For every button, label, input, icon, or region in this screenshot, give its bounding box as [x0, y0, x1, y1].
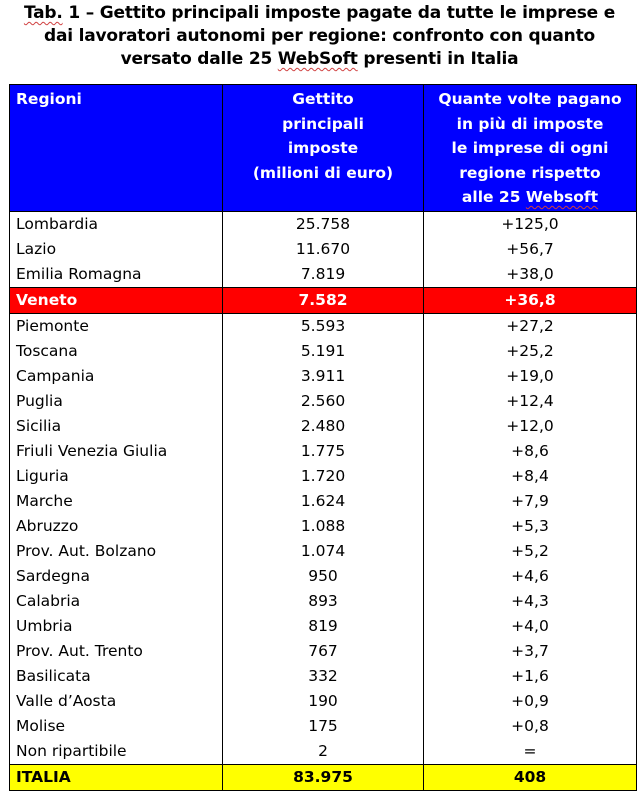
gettito-cell: 1.074 [223, 539, 424, 564]
volte-cell: +7,9 [424, 489, 637, 514]
gettito-cell: 1.624 [223, 489, 424, 514]
volte-cell: +5,3 [424, 514, 637, 539]
header-volte-line: in più di imposte [456, 114, 604, 133]
title-brand: WebSoft [277, 49, 358, 69]
table-row [10, 514, 637, 539]
title-line-1-text: 1 – Gettito principali imposte pagate da tutte le imprese e [62, 3, 616, 23]
region-cell: Abruzzo [10, 514, 223, 539]
volte-cell: +12,4 [424, 389, 637, 414]
region-cell: Prov. Aut. Trento [10, 639, 223, 664]
volte-cell: +27,2 [424, 314, 637, 340]
volte-cell: +12,0 [424, 414, 637, 439]
region-cell: Lombardia [10, 212, 223, 238]
table-row [10, 564, 637, 589]
volte-cell: +4,3 [424, 589, 637, 614]
volte-cell: +125,0 [424, 212, 637, 238]
table-row [10, 714, 637, 739]
volte-cell: +1,6 [424, 664, 637, 689]
table-row [10, 689, 637, 714]
region-cell: Sicilia [10, 414, 223, 439]
table-row [10, 237, 637, 262]
table-row [10, 288, 637, 314]
volte-cell: +56,7 [424, 237, 637, 262]
gettito-cell: 2.480 [223, 414, 424, 439]
gettito-cell: 175 [223, 714, 424, 739]
region-cell: Sardegna [10, 564, 223, 589]
volte-cell: +19,0 [424, 364, 637, 389]
region-cell: ITALIA [10, 765, 223, 791]
gettito-cell: 7.582 [223, 288, 424, 314]
total-row [10, 765, 637, 791]
region-cell: Valle d’Aosta [10, 689, 223, 714]
table-row [10, 589, 637, 614]
region-cell: Basilicata [10, 664, 223, 689]
table-row [10, 364, 637, 389]
header-volte-line [428, 185, 632, 210]
header-volte-brand: Websoft [525, 188, 599, 206]
volte-cell: +0,9 [424, 689, 637, 714]
region-cell: Piemonte [10, 314, 223, 340]
volte-cell: +8,4 [424, 464, 637, 489]
title-line-2: dai lavoratori autonomi per regione: confronto con quanto [44, 26, 595, 46]
header-quante-volte [424, 85, 637, 212]
header-volte-line: le imprese di ogni [451, 139, 609, 157]
table-body [10, 212, 637, 791]
table-title [0, 0, 639, 72]
region-cell: Non ripartibile [10, 739, 223, 765]
title-prefix: Tab. [23, 3, 63, 23]
table-row [10, 314, 637, 340]
gettito-cell: 2.560 [223, 389, 424, 414]
region-cell: Emilia Romagna [10, 262, 223, 288]
volte-cell: +3,7 [424, 639, 637, 664]
table-row [10, 262, 637, 288]
volte-cell: = [424, 739, 637, 765]
region-cell: Veneto [10, 288, 223, 314]
gettito-cell: 11.670 [223, 237, 424, 262]
header-gettito-line: principali [282, 114, 364, 133]
header-gettito-line: imposte [287, 139, 359, 157]
title-line-3-b: presenti in Italia [357, 49, 519, 69]
volte-cell: +5,2 [424, 539, 637, 564]
region-cell: Marche [10, 489, 223, 514]
header-row [10, 85, 637, 212]
gettito-cell: 1.720 [223, 464, 424, 489]
gettito-cell: 25.758 [223, 212, 424, 238]
header-volte-line: Quante volte pagano [438, 90, 622, 108]
table-row [10, 389, 637, 414]
region-cell: Lazio [10, 237, 223, 262]
table-row [10, 414, 637, 439]
header-volte-line: regione rispetto [459, 163, 601, 182]
gettito-cell: 893 [223, 589, 424, 614]
volte-cell: +0,8 [424, 714, 637, 739]
table-row [10, 539, 637, 564]
volte-cell: 408 [424, 765, 637, 791]
volte-cell: +8,6 [424, 439, 637, 464]
gettito-cell: 190 [223, 689, 424, 714]
header-gettito-line: (milioni di euro) [252, 163, 394, 182]
volte-cell: +25,2 [424, 339, 637, 364]
gettito-cell: 5.191 [223, 339, 424, 364]
region-cell: Liguria [10, 464, 223, 489]
gettito-cell: 1.775 [223, 439, 424, 464]
header-regioni: Regioni [10, 85, 223, 212]
region-cell: Calabria [10, 589, 223, 614]
volte-cell: +4,0 [424, 614, 637, 639]
region-cell: Campania [10, 364, 223, 389]
table-row [10, 614, 637, 639]
region-cell: Umbria [10, 614, 223, 639]
gettito-cell: 819 [223, 614, 424, 639]
region-cell: Friuli Venezia Giulia [10, 439, 223, 464]
gettito-cell: 3.911 [223, 364, 424, 389]
volte-cell: +36,8 [424, 288, 637, 314]
gettito-cell: 83.975 [223, 765, 424, 791]
header-gettito-line: Gettito [292, 90, 354, 108]
table-row [10, 439, 637, 464]
volte-cell: +38,0 [424, 262, 637, 288]
region-cell: Puglia [10, 389, 223, 414]
volte-cell: +4,6 [424, 564, 637, 589]
table-row [10, 212, 637, 238]
region-cell: Molise [10, 714, 223, 739]
gettito-cell: 5.593 [223, 314, 424, 340]
table-row [10, 639, 637, 664]
header-gettito [223, 85, 424, 212]
table-row [10, 664, 637, 689]
table-row [10, 489, 637, 514]
gettito-cell: 332 [223, 664, 424, 689]
header-volte-last-a: alle 25 [461, 188, 526, 206]
title-line-3-a: versato dalle 25 [120, 49, 278, 69]
title-line-3 [0, 48, 639, 71]
gettito-cell: 7.819 [223, 262, 424, 288]
table-row [10, 739, 637, 765]
region-cell: Toscana [10, 339, 223, 364]
gettito-cell: 1.088 [223, 514, 424, 539]
gettito-cell: 767 [223, 639, 424, 664]
gettito-cell: 950 [223, 564, 424, 589]
table-row [10, 339, 637, 364]
table-row [10, 464, 637, 489]
title-line-1 [0, 2, 639, 25]
region-cell: Prov. Aut. Bolzano [10, 539, 223, 564]
gettito-cell: 2 [223, 739, 424, 765]
tax-table [9, 84, 637, 791]
